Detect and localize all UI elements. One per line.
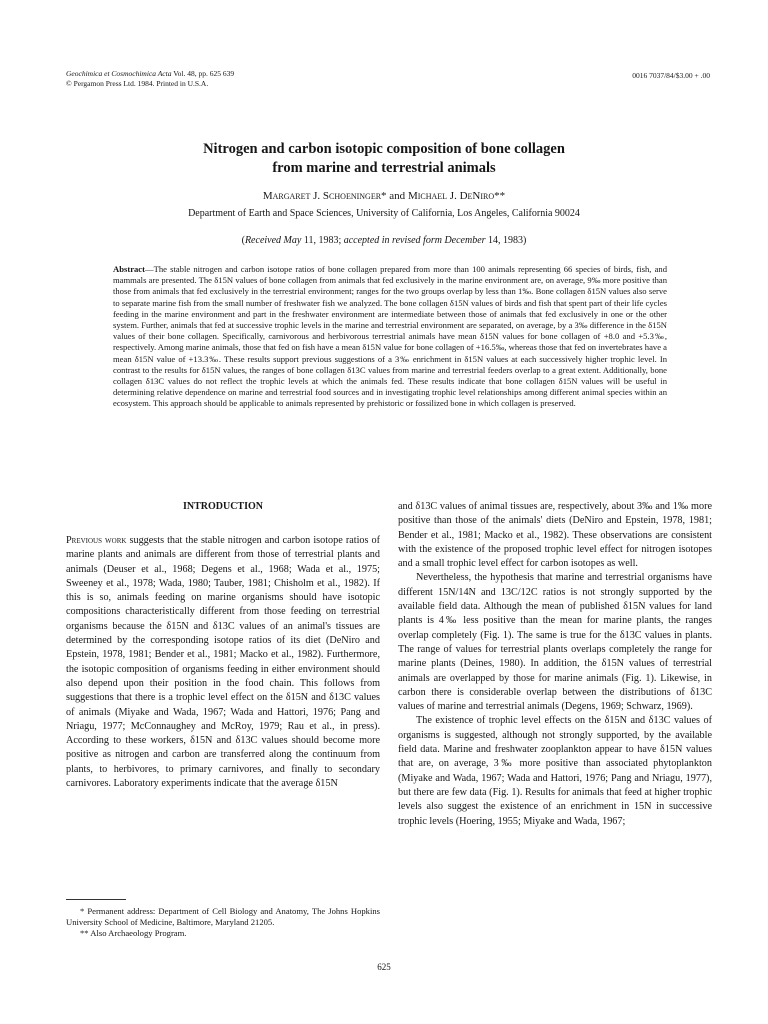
volume-info: Vol. 48, pp. 625 639 (173, 69, 235, 78)
right-paragraph-3: The existence of trophic level effects on the δ15N and δ13C values of organisms is suggested, although not strongly supported, by the available field data. Marine and freshwater zooplankton appear to have δ15N values that are, on average, 3‰ more positive than associated phytoplankton (Miyake and Wada, 1967; Wada and Hattori, 1976; Pang and Nriagu, 1977), but there are few data (Fig. 1). Results for animals that feed at higher trophic levels also suggest the existence of an enrichment in 15N in successive trophic levels (Hoering, 1955; Miyake and Wada, 1967; (398, 715, 712, 827)
received-dates: (Received May 11, 1983; accepted in revised form December 14, 1983) (241, 235, 527, 246)
received-label: Received May (244, 235, 302, 246)
accepted-label: accepted in revised form December (343, 235, 486, 246)
footnote-divider (66, 899, 126, 900)
lead-words: Previous work (66, 535, 127, 546)
author-2: Michael J. DeNiro** (407, 190, 506, 202)
intro-paragraph-1 (66, 534, 380, 791)
page-number: 625 (377, 962, 391, 972)
accepted-date: 14, 1983 (488, 235, 524, 246)
paper-title (60, 140, 708, 178)
author-conjunction: and (389, 190, 406, 202)
footnote-2: ** Also Archaeology Program. (80, 928, 187, 938)
title-line-2: from marine and terrestrial animals (272, 160, 496, 176)
title-line-1: Nitrogen and carbon isotopic composition of bone collagen (203, 141, 565, 157)
affiliation: Department of Earth and Space Sciences, University of California, Los Angeles, California 90024 (188, 208, 580, 219)
right-paragraph-1: and δ13C values of animal tissues are, respectively, about 3‰ and 1‰ more positive than those of the animals' diets (DeNiro and Epstein, 1978, 1981; Bender et al., 1981; Macko et al., 1982). These observations are consistent with the existence of the proposed trophic level effect for nitrogen isotopes and a small trophic level effect for carbon isotopes as well. (398, 501, 712, 570)
article-code: 0016 7037/84/$3.00 + .00 (632, 71, 710, 80)
footnote-1: * Permanent address: Department of Cell Biology and Anatomy, The Johns Hopkins University School of Medicine, Baltimore, Maryland 21205. (66, 906, 380, 927)
right-column (398, 500, 712, 829)
intro-paragraph-1-text: suggests that the stable nitrogen and carbon isotope ratios of marine plants and animals are different from those of terrestrial plants and animals (Deuser et al., 1968; Degens et al., 1968; Wada et al., 1975; Sweeney et al., 1978; Wada, 1980; Tauber, 1981; Chisholm et al., 1982). If this is so, animals feeding on marine organisms should have isotopic compositions characteristically different from those feeding on terrestrial organisms because the δ15N and δ13C values of an animal's tissues are determined by the corresponding isotope ratios of its diet (DeNiro and Epstein, 1978, 1981; Bender et al., 1981; Macko et al., 1982). Furthermore, the isotopic composition of organisms feeding in either environment should also depend upon their position in the food chain. This follows from suggestions that there is a trophic level effect on the δ15N and δ13C values of animals (Miyake and Wada, 1967; Wada and Hattori, 1976; Pang and Nriagu, 1977; McConnaughey and McRoy, 1979; Rau et al., in press). According to these workers, δ15N and δ13C values should become more positive as nitrogen and carbon are transferred along the continuum from plants, to herbivores, to primary carnivores, and finally to secondary carnivores. Laboratory experiments indicate that the average δ15N (66, 535, 381, 790)
author-line (60, 189, 708, 203)
abstract-label: Abstract (113, 264, 145, 274)
journal-citation (66, 69, 234, 89)
abstract (113, 264, 667, 410)
abstract-text: —The stable nitrogen and carbon isotope ratios of bone collagen prepared from more than 100 animals representing 66 species of birds, fish, and mammals are presented. The δ15N values of bone collagen from animals that fed exclusively in the marine environment are, on average, 9‰ more positive than those from animals that fed exclusively in the terrestrial environment; ranges for the two groups overlap by less than 1‰. Bone collagen δ15N values also serve to separate marine fish from the small number of freshwater fish we analyzed. The bone collagen δ15N values of birds and fish that spent part of their life cycles feeding in the marine environment and part in the freshwater environment are intermediate between those of animals that fed exclusively in one or the other system. Further, animals that fed at successive trophic levels in the marine and terrestrial environment are separated, on average, by a 3‰ difference in the δ15N values of their bone collagen. Specifically, carnivorous and herbivorous terrestrial animals have mean δ15N values for bone collagen of +8.0 and +5.3‰, respectively. Among marine animals, those that fed on fish have a mean δ15N value for bone collagen of +16.5‰, whereas those that fed on invertebrates have a mean δ15N value of +13.3‰. These results support previous suggestions of a 3‰ enrichment in δ15N values at each successively higher trophic level. In contrast to the results for δ15N values, the ranges of bone collagen δ13C values from marine and terrestrial feeders overlap to a great extent. Additionally, bone collagen δ13C values do not reflect the trophic levels at which the animals fed. These results indicate that bone collagen δ15N values will be useful in determining relative dependence on marine and terrestrial food sources and in investigating trophic level relationships among different animal species within an ecosystem. This approach should be applicable to animals represented by prehistoric or fossilized bone in which collagen is preserved. (113, 264, 667, 409)
copyright-line: © Pergamon Press Ltd. 1984. Printed in U.S.A. (66, 79, 209, 88)
journal-name: Geochimica et Cosmochimica Acta (66, 69, 172, 78)
right-paragraph-2: Nevertheless, the hypothesis that marine and terrestrial organisms have different 15N/14N and 13C/12C ratios is not strongly supported by the available field data. Although the mean of published δ15N values for land plants is 4‰ less positive than the mean for marine plants, the ranges overlap completely (Fig. 1). The same is true for the δ13C values in plants. The range of values for terrestrial plants overlaps completely the range for marine plants (Deines, 1980). In addition, the δ15N values of terrestrial animals are overlapped by those for marine animals (Fig. 1). Likewise, in carbon there is considerable overlap between the distributions of δ13C values of marine and terrestrial animals (Degens, 1969; Schwarz, 1969). (398, 572, 712, 713)
introduction-heading: INTRODUCTION (182, 501, 263, 512)
author-1: Margaret J. Schoeninger* (262, 190, 387, 202)
footnotes (66, 906, 380, 939)
left-column (66, 500, 380, 791)
received-date: 11, 1983; (303, 235, 342, 246)
